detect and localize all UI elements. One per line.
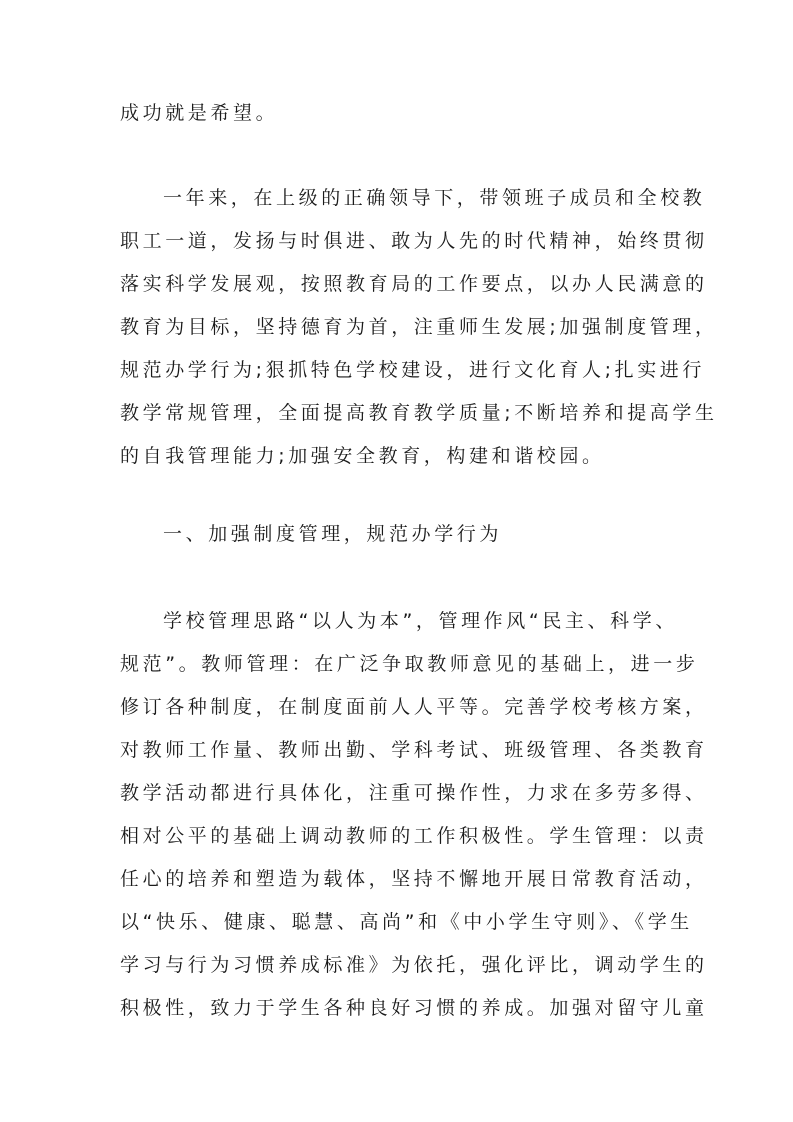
text-line: 规范”。教师管理：在广泛争取教师意见的基础上，进一步 [120, 653, 699, 675]
text-line: 积极性，致力于学生各种良好习惯的养成。加强对留守儿童 [120, 997, 708, 1019]
text-line: 以“快乐、健康、聪慧、高尚”和《中小学生守则》、《学生 [120, 911, 693, 933]
text-line: 规范办学行为;狠抓特色学校建设，进行文化育人;扎实进行 [120, 359, 706, 381]
text-line: 修订各种制度，在制度面前人人平等。完善学校考核方案， [120, 696, 708, 718]
text-line: 任心的培养和塑造为载体，坚持不懈地开展日常教育活动， [120, 868, 708, 890]
text-line: 的自我管理能力;加强安全教育，构建和谐校园。 [120, 445, 605, 467]
heading-line: 一、加强制度管理，规范办学行为 [163, 523, 503, 545]
text-line: 对教师工作量、教师出勤、学科考试、班级管理、各类教育 [120, 739, 708, 761]
text-line: 学习与行为习惯养成标准》为依托，强化评比，调动学生的 [120, 954, 708, 976]
text-line: 教学常规管理，全面提高教育教学质量;不断培养和提高学生 [120, 402, 718, 424]
text-line: 教育为目标，坚持德育为首，注重师生发展;加强制度管理， [120, 316, 718, 338]
text-line: 教学活动都进行具体化，注重可操作性，力求在多劳多得、 [120, 782, 708, 804]
text-line: 学校管理思路“以人为本”，管理作风“民主、科学、 [163, 610, 678, 632]
text-line: 一年来，在上级的正确领导下，带领班子成员和全校教 [163, 187, 706, 209]
text-line: 职工一道，发扬与时俱进、敢为人先的时代精神，始终贯彻 [120, 230, 708, 252]
text-line: 成功就是希望。 [120, 102, 279, 124]
text-line: 相对公平的基础上调动教师的工作积极性。学生管理：以责 [120, 825, 708, 847]
text-line: 落实科学发展观，按照教育局的工作要点，以办人民满意的 [120, 273, 708, 295]
